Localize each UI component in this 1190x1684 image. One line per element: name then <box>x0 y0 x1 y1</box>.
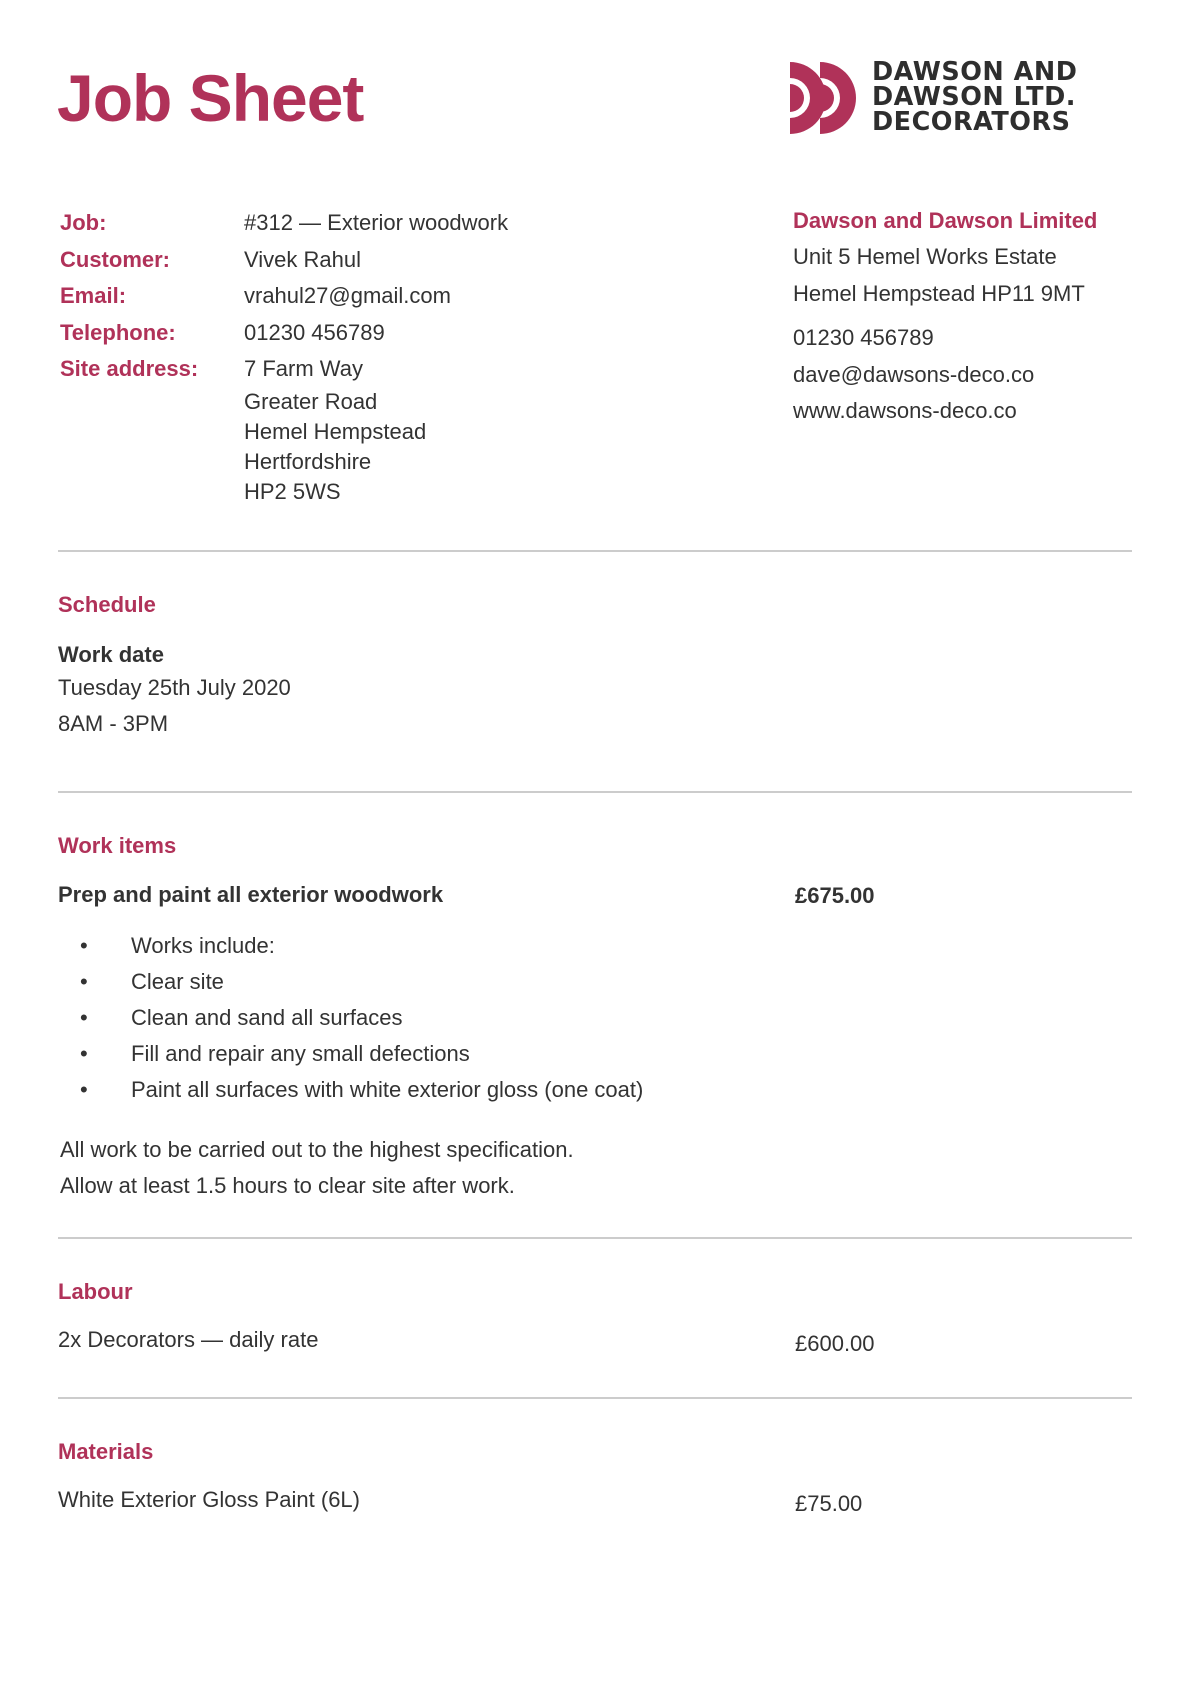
materials-price: £75.00 <box>795 1491 863 1516</box>
customer-field-row <box>60 242 508 279</box>
company-website[interactable]: www.dawsons-deco.co <box>793 398 1017 423</box>
job-value: #312 — Exterior woodwork <box>244 210 509 235</box>
materials-description: White Exterior Gloss Paint (6L) <box>58 1487 360 1512</box>
bullet-icon: • <box>80 1005 88 1030</box>
divider <box>58 791 1132 793</box>
page-title: Job Sheet <box>57 61 364 135</box>
labour-description: 2x Decorators — daily rate <box>58 1327 319 1352</box>
bullet-icon: • <box>80 933 88 958</box>
bullet-icon: • <box>80 1041 88 1066</box>
email-field-row <box>60 278 508 315</box>
list-item <box>80 1036 643 1072</box>
address-line: Hertfordshire <box>244 449 372 474</box>
company-phone: 01230 456789 <box>793 325 934 350</box>
company-address-line: Hemel Hempstead HP11 9MT <box>793 280 1085 306</box>
work-date-label: Work date <box>58 642 164 667</box>
labour-price: £600.00 <box>795 1331 875 1356</box>
labour-heading: Labour <box>58 1279 133 1304</box>
customer-value: Vivek Rahul <box>244 246 361 272</box>
email-label: Email: <box>60 283 127 308</box>
address-line: HP2 5WS <box>244 479 341 504</box>
company-name: Dawson and Dawson Limited <box>793 208 1098 233</box>
bullet-icon: • <box>80 1077 88 1102</box>
divider <box>58 1397 1132 1399</box>
divider <box>58 1237 1132 1239</box>
job-info <box>60 205 508 507</box>
divider <box>58 550 1132 552</box>
schedule-heading: Schedule <box>58 592 156 617</box>
site-address-value <box>244 351 426 507</box>
work-date-value: Tuesday 25th July 2020 <box>58 675 291 700</box>
list-item <box>80 1000 643 1036</box>
address-line: 7 Farm Way <box>244 356 363 381</box>
address-line: Greater Road <box>244 389 378 414</box>
work-item-bullets <box>80 928 643 1108</box>
logo-line: DECORATORS <box>872 107 1071 137</box>
job-label: Job: <box>60 210 107 235</box>
work-note: Allow at least 1.5 hours to clear site after work. <box>60 1173 515 1198</box>
site-address-label: Site address: <box>60 356 199 381</box>
logo-line: DAWSON LTD. <box>872 82 1076 112</box>
email-value[interactable]: vrahul27@gmail.com <box>244 283 451 308</box>
work-time-value: 8AM - 3PM <box>58 711 169 736</box>
logo-wordmark <box>872 57 1078 137</box>
list-item-text: Clear site <box>131 969 224 994</box>
work-item-price: £675.00 <box>795 883 875 908</box>
logo-line: DAWSON AND <box>872 57 1078 87</box>
materials-heading: Materials <box>58 1439 154 1464</box>
telephone-label: Telephone: <box>60 319 176 345</box>
double-d-logo-icon <box>790 62 862 134</box>
bullet-icon: • <box>80 969 88 994</box>
list-item-text: Works include: <box>131 933 275 958</box>
telephone-field-row <box>60 315 508 352</box>
list-item-text: Fill and repair any small defections <box>131 1041 470 1066</box>
company-logo <box>790 57 1130 137</box>
work-item-title: Prep and paint all exterior woodwork <box>58 882 444 907</box>
job-field-row <box>60 205 508 242</box>
list-item-text: Clean and sand all surfaces <box>131 1005 403 1030</box>
company-address-line: Unit 5 Hemel Works Estate <box>793 244 1057 269</box>
company-details <box>793 203 1097 430</box>
company-email[interactable]: dave@dawsons-deco.co <box>793 361 1035 387</box>
list-item <box>80 964 643 1000</box>
work-note: All work to be carried out to the highest specification. <box>60 1137 574 1162</box>
work-items-heading: Work items <box>58 833 177 858</box>
telephone-value: 01230 456789 <box>244 319 385 345</box>
list-item <box>80 928 643 964</box>
address-line: Hemel Hempstead <box>244 419 427 444</box>
list-item <box>80 1072 643 1108</box>
site-address-row <box>60 351 508 507</box>
list-item-text: Paint all surfaces with white exterior gloss (one coat) <box>131 1077 644 1102</box>
customer-label: Customer: <box>60 246 171 272</box>
